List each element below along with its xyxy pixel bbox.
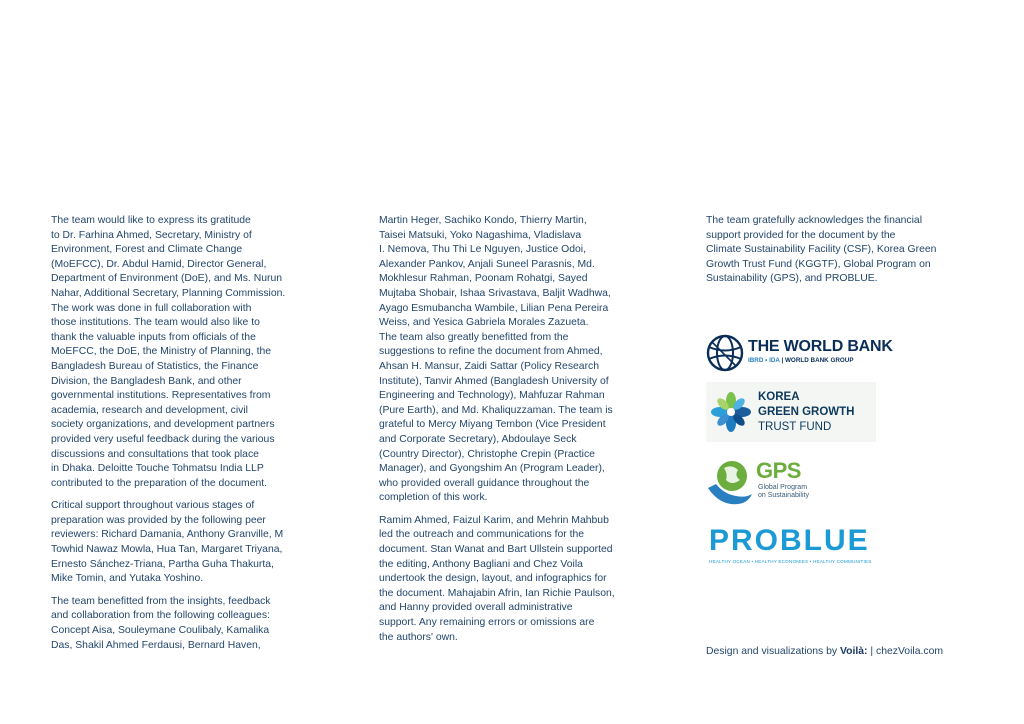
text-line: Mike Tomin, and Yutaka Yoshino. <box>51 573 204 585</box>
text-line: grateful to Mercy Miyang Tembon (Vice President <box>379 419 606 431</box>
paragraph-colleagues-continued <box>379 214 649 506</box>
text-line: suggestions to refine the document from Ahmed, <box>379 346 603 358</box>
text-line: the authors' own. <box>379 631 458 643</box>
text-line: and Corporate Secretary), Abdoulaye Seck <box>379 433 577 445</box>
text-line: contributed to the preparation of the document. <box>51 477 268 489</box>
text-line: Ernesto Sánchez-Triana, Partha Guha Thakurta, <box>51 558 274 570</box>
paragraph-gratitude <box>51 214 321 491</box>
text-line: the document. Mahajabin Afrin, Ian Richie Paulson, <box>379 587 615 599</box>
column-right <box>706 214 968 295</box>
world-bank-subtitle <box>748 357 854 364</box>
text-line: The team also greatly benefitted from the <box>379 331 569 343</box>
paragraph-outreach <box>379 514 649 645</box>
kg-line-korea: KOREA <box>758 391 800 403</box>
text-line: Ahsan H. Mansur, Zaidi Sattar (Policy Research <box>379 360 600 372</box>
text-line: Nahar, Additional Secretary, Planning Commission. <box>51 287 286 299</box>
text-line: (Pure Earth), and Md. Khaliquzzaman. The team is <box>379 404 613 416</box>
korea-green-growth-text <box>758 390 854 435</box>
world-bank-logo <box>706 332 906 372</box>
text-line: support provided for the document by the <box>706 229 896 241</box>
text-line: (MoEFCC), Dr. Abdul Hamid, Director General, <box>51 258 267 270</box>
text-line: Weiss, and Yesica Gabriela Morales Zazueta. <box>379 317 589 329</box>
text-line: support. Any remaining errors or omissions are <box>379 617 595 629</box>
credit-voila: Voilà: <box>840 646 868 657</box>
paragraph-colleagues <box>51 595 321 653</box>
text-line: Division, the Bangladesh Bank, and other <box>51 375 242 387</box>
pinwheel-icon <box>710 391 752 433</box>
text-line: to Dr. Farhina Ahmed, Secretary, Ministry of <box>51 229 252 241</box>
text-line: document. Stan Wanat and Bart Ullstein supported <box>379 544 613 556</box>
text-line: Towhid Nawaz Mowla, Hua Tan, Margaret Triyana, <box>51 544 283 556</box>
kg-line-trust-fund: TRUST FUND <box>758 421 832 433</box>
text-line: those institutions. The team would also like to <box>51 317 260 329</box>
text-line: Institute), Tanvir Ahmed (Bangladesh University of <box>379 375 609 387</box>
text-line: completion of this work. <box>379 492 488 504</box>
text-line: the editing, Anthony Bagliani and Chez Voila <box>379 558 583 570</box>
gps-subtitle-line1: Global Program <box>758 484 808 491</box>
gps-subtitle <box>758 484 838 500</box>
problue-tagline: HEALTHY OCEAN • HEALTHY ECONOMIES • HEALTHY COMMUNITIES <box>709 559 872 564</box>
world-bank-ibrd: IBRD • IDA <box>748 357 780 364</box>
text-line: thank the valuable inputs from officials of the <box>51 331 256 343</box>
text-line: The team gratefully acknowledges the financial <box>706 215 923 226</box>
world-bank-title: THE WORLD BANK <box>748 338 893 355</box>
text-line: Taisei Matsuki, Yoko Nagashima, Vladislava <box>379 229 582 241</box>
text-line: society organizations, and development partners <box>51 419 275 431</box>
text-line: Sustainability (GPS), and PROBLUE. <box>706 273 878 285</box>
text-line: in Dhaka. Deloitte Touche Tohmatsu India LLP <box>51 463 264 475</box>
column-middle <box>379 214 649 653</box>
text-line: Environment, Forest and Climate Change <box>51 244 243 256</box>
column-left <box>51 214 321 661</box>
text-line: reviewers: Richard Damania, Anthony Granville, M <box>51 529 284 541</box>
text-line: Critical support throughout various stages of <box>51 500 255 512</box>
text-line: Growth Trust Fund (KGGTF), Global Program on <box>706 258 931 270</box>
gps-subtitle-line2: on Sustainability <box>758 492 809 499</box>
text-line: Ayago Esmubancha Wambile, Lilian Pena Pereira <box>379 302 609 314</box>
text-line: Mokhlesur Rahman, Poonam Rohatgi, Sayed <box>379 273 588 285</box>
problue-title: PROBLUE <box>709 524 870 557</box>
text-line: governmental institutions. Representatives from <box>51 390 271 402</box>
text-line: MoEFCC, the DoE, the Ministry of Planning, the <box>51 346 272 358</box>
text-line: Mujtaba Shobair, Ishaa Srivastava, Baljit Wadhwa, <box>379 287 611 299</box>
text-line: Engineering and Technology), Mahfuzar Rahman <box>379 390 605 402</box>
globe-icon <box>706 334 744 372</box>
text-line: preparation was provided by the following peer <box>51 514 266 526</box>
world-bank-separator: | <box>779 357 785 364</box>
text-line: Department of Environment (DoE), and Ms. Nurun <box>51 273 282 285</box>
text-line: The team benefitted from the insights, feedback <box>51 595 271 607</box>
korea-green-growth-logo <box>706 382 876 442</box>
text-line: (Country Director), Christophe Crepin (Practice <box>379 448 595 460</box>
text-line: Alexander Pankov, Anjali Suneel Parasnis, Md. <box>379 258 595 270</box>
gps-title: GPS <box>756 458 801 483</box>
text-line: Martin Heger, Sachiko Kondo, Thierry Martin, <box>379 215 587 226</box>
text-line: Das, Shakil Ahmed Ferdausi, Bernard Haven, <box>51 639 261 651</box>
text-line: Manager), and Gyongshim An (Program Leader), <box>379 463 605 475</box>
problue-logo <box>706 524 906 568</box>
credit-prefix: Design and visualizations by <box>706 646 840 657</box>
text-line: and collaboration from the following colleagues: <box>51 610 270 622</box>
text-line: led the outreach and communications for the <box>379 529 585 541</box>
text-line: undertook the design, layout, and infographics for <box>379 573 607 585</box>
text-line: The team would like to express its gratitude <box>51 215 251 226</box>
design-credit <box>706 646 943 657</box>
hand-globe-icon <box>706 458 754 508</box>
text-line: discussions and consultations that took place <box>51 448 259 460</box>
text-line: Ramim Ahmed, Faizul Karim, and Mehrin Mahbub <box>379 514 609 526</box>
text-line: Bangladesh Bureau of Statistics, the Finance <box>51 360 259 372</box>
text-line: The work was done in full collaboration with <box>51 302 252 314</box>
world-bank-group: WORLD BANK GROUP <box>784 357 854 364</box>
text-line: and Hanny provided overall administrative <box>379 602 573 614</box>
text-line: academia, research and development, civil <box>51 404 248 416</box>
paragraph-funding <box>706 214 968 287</box>
text-line: provided very useful feedback during the various <box>51 433 275 445</box>
gps-logo <box>706 456 836 508</box>
text-line: who provided overall guidance throughout the <box>379 477 590 489</box>
kg-line-green-growth: GREEN GROWTH <box>758 406 855 418</box>
credit-site: | chezVoila.com <box>867 646 943 657</box>
text-line: I. Nemova, Thu Thi Le Nguyen, Justice Odoi, <box>379 244 586 256</box>
text-line: Concept Aisa, Souleymane Coulibaly, Kamalika <box>51 625 270 637</box>
paragraph-peer-reviewers <box>51 499 321 587</box>
text-line: Climate Sustainability Facility (CSF), Korea Green <box>706 244 937 256</box>
